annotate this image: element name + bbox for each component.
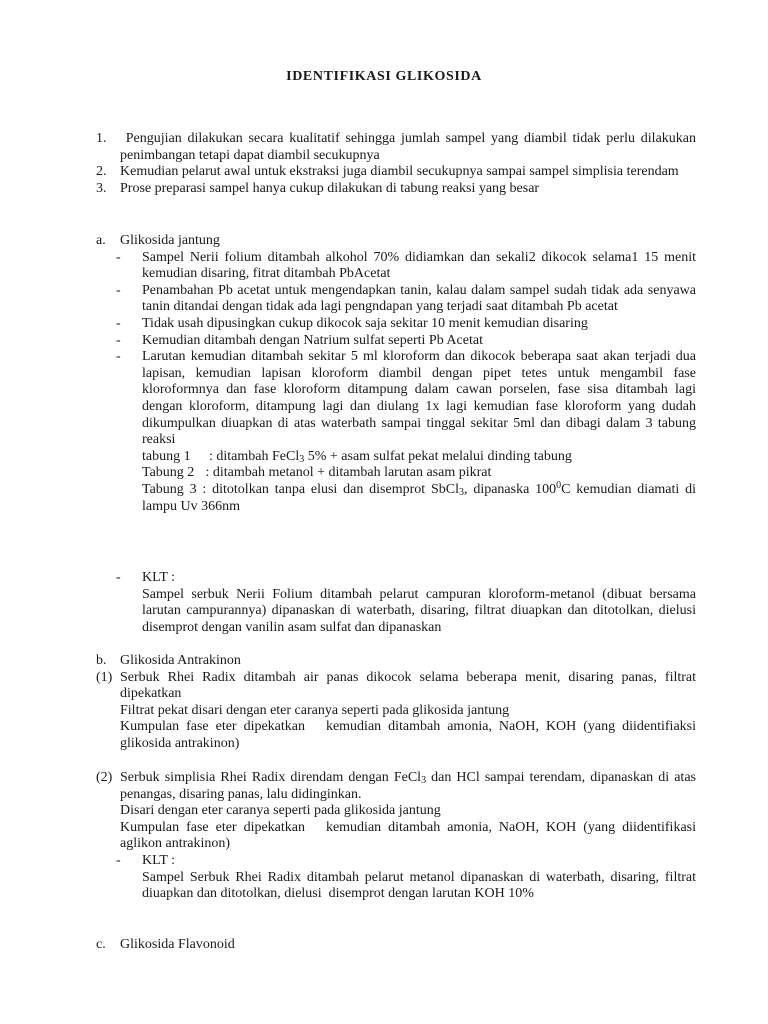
paragraph-subscript: 3 <box>421 775 427 786</box>
section-antrakinon-part2 <box>96 770 700 903</box>
klt-label: KLT : <box>142 570 176 585</box>
tube-subscript: 3 <box>299 453 305 465</box>
tube-text: ditambah FeCl <box>216 448 300 464</box>
tube-separator: : <box>202 448 217 464</box>
tube-separator: : <box>202 465 213 481</box>
bullet-marker: - <box>116 315 121 331</box>
bullet-marker: - <box>116 570 121 585</box>
paragraph-line: Disari dengan eter caranya seperti pada glikosida jantung <box>120 803 441 819</box>
numbered-list <box>96 131 700 197</box>
paragraph-line <box>120 770 696 803</box>
tube-separator: : <box>196 481 213 497</box>
tube-text: ditambah metanol + ditambah larutan asam pikrat <box>212 465 492 481</box>
bullet-item <box>116 316 696 333</box>
bullet-text: Penambahan Pb acetat untuk mengendapkan tanin, kalau dalam sampel sudah tidak ada senyawa tanin ditandai dengan tidak ada lagi pengndapan yang terjadi saat ditambah Pb acetat <box>142 282 696 315</box>
klt-block <box>96 570 703 636</box>
section-glikosida-jantung <box>96 233 696 515</box>
section-heading: Glikosida Antrakinon <box>120 653 241 668</box>
tube-line <box>142 449 696 466</box>
section-heading-row <box>96 653 696 670</box>
bullet-text: Tidak usah dipusingkan cukup dikocok saja sekitar 10 menit kemudian disaring <box>142 315 588 331</box>
list-item <box>96 181 696 198</box>
bullet-item <box>116 333 696 350</box>
list-marker: 1. <box>96 131 107 146</box>
bullet-marker: - <box>116 349 121 365</box>
tube-subscript: 3 <box>459 486 464 498</box>
bullet-item <box>116 349 696 449</box>
section-marker: a. <box>96 233 106 248</box>
section-heading: Glikosida jantung <box>120 233 220 248</box>
tube-text: 5% + asam sulfat pekat melalui dinding tabung <box>304 448 572 464</box>
section-marker: c. <box>96 937 106 952</box>
bullet-text: Sampel Nerii folium ditambah alkohol 70% didiamkan dan sekali2 dikocok selama1 15 menit kemudian disaring, fitrat ditambah PbAcetat <box>142 249 696 282</box>
tube-label: Tabung 2 <box>142 465 195 481</box>
section-glikosida-antrakinon <box>96 653 700 753</box>
klt-text: Sampel Serbuk Rhei Radix ditambah pelarut metanol dipanaskan di waterbath, disaring, filtrat diuapkan dan ditotolkan, dielusi disemprot dengan larutan KOH 10% <box>142 869 700 902</box>
document-title: IDENTIFIKASI GLIKOSIDA <box>286 69 482 84</box>
list-item <box>96 131 700 164</box>
tube-label: Tabung 3 <box>142 481 197 497</box>
bullet-text: Larutan kemudian ditambah sekitar 5 ml kloroform dan dikocok beberapa saat akan terjadi dua lapisan, kemudian lapisan kloroform diambil dengan pipet tetes untuk mengambil fase kloroformnya dan fase kloroform ditampung dalam cawan porselen, fase sisa ditambah lagi dengan kloroform, ditampung lagi dan diulang 1x lagi kemudian fase kloroform yang dudah dikumpulkan diuapkan di atas waterbath sampai tinggal sekitar 5ml dan dibagi dalam 3 tabung reaksi <box>142 349 696 448</box>
tube-text: ditotolkan tanpa elusi dan disemprot SbCl <box>212 481 459 497</box>
paragraph-line: Serbuk Rhei Radix ditambah air panas dikocok selama beberapa menit, disaring panas, filtrat dipekatkan <box>120 669 696 702</box>
section-marker: b. <box>96 653 107 668</box>
bullet-item <box>116 570 696 587</box>
bullet-marker: - <box>116 852 121 868</box>
list-text: Pengujian dilakukan secara kualitatif sehingga jumlah sampel yang diambil tidak perlu dilakukan penimbangan tetapi dapat diambil secukupnya <box>120 131 700 163</box>
paragraph-text: Serbuk simplisia Rhei Radix direndam dengan FeCl <box>120 770 422 785</box>
numbered-paragraph <box>96 770 700 853</box>
tube-line <box>142 465 696 482</box>
tube-label: tabung 1 <box>142 448 191 464</box>
paragraph-line: Kumpulan fase eter dipekatkan kemudian ditambah amonia, NaOH, KOH (yang diidentifiaksi glikosida antrakinon) <box>120 719 700 751</box>
tube-line <box>142 479 697 515</box>
bullet-item <box>116 283 696 316</box>
section-heading-row <box>96 937 696 954</box>
list-item <box>96 164 696 181</box>
bullet-item <box>116 250 696 283</box>
list-marker: 3. <box>96 180 107 196</box>
list-text: Kemudian pelarut awal untuk ekstraksi juga diambil secukupnya sampai sampel simplisia terendam <box>120 164 679 180</box>
bullet-marker: - <box>116 332 121 348</box>
bullet-marker: - <box>116 282 121 298</box>
tube-text: C kemudian diamati di lampu Uv 366nm <box>142 481 697 514</box>
section-heading-row <box>96 233 696 250</box>
list-text: Prose preparasi sampel hanya cukup dilakukan di tabung reaksi yang besar <box>120 180 540 196</box>
section-glikosida-flavonoid <box>96 937 696 954</box>
tube-text: , dipanaska 100 <box>464 481 557 497</box>
numbered-paragraph <box>96 669 700 753</box>
bullet-marker: - <box>116 249 121 265</box>
bullet-text: Kemudian ditambah dengan Natrium sulfat seperti Pb Acetat <box>142 332 483 348</box>
section-heading: Glikosida Flavonoid <box>120 937 235 952</box>
klt-label: KLT : <box>142 852 176 868</box>
paragraph-marker: (2) <box>96 770 113 785</box>
paragraph-marker: (1) <box>96 669 113 685</box>
paragraph-text: dan HCl sampai terendam, dipanaskan di atas penangas, disaring panas, lalu didinginkan. <box>120 770 696 802</box>
bullet-item <box>116 853 696 870</box>
klt-text: Sampel serbuk Nerii Folium ditambah pelarut campuran kloroform-metanol (dibuat bersama larutan campurannya) dipanaskan di waterbath, disaring, filtrat diuapkan dan ditotolkan, dielusi disemprot dengan vanilin asam sulfat dan dipanaskan <box>142 586 703 635</box>
paragraph-line: Filtrat pekat disari dengan eter caranya seperti pada glikosida jantung <box>120 702 510 718</box>
paragraph-line: Kumpulan fase eter dipekatkan kemudian ditambah amonia, NaOH, KOH (yang diidentifikasi aglikon antrakinon) <box>120 819 700 852</box>
list-marker: 2. <box>96 164 107 180</box>
tube-superscript: 0 <box>556 479 562 491</box>
